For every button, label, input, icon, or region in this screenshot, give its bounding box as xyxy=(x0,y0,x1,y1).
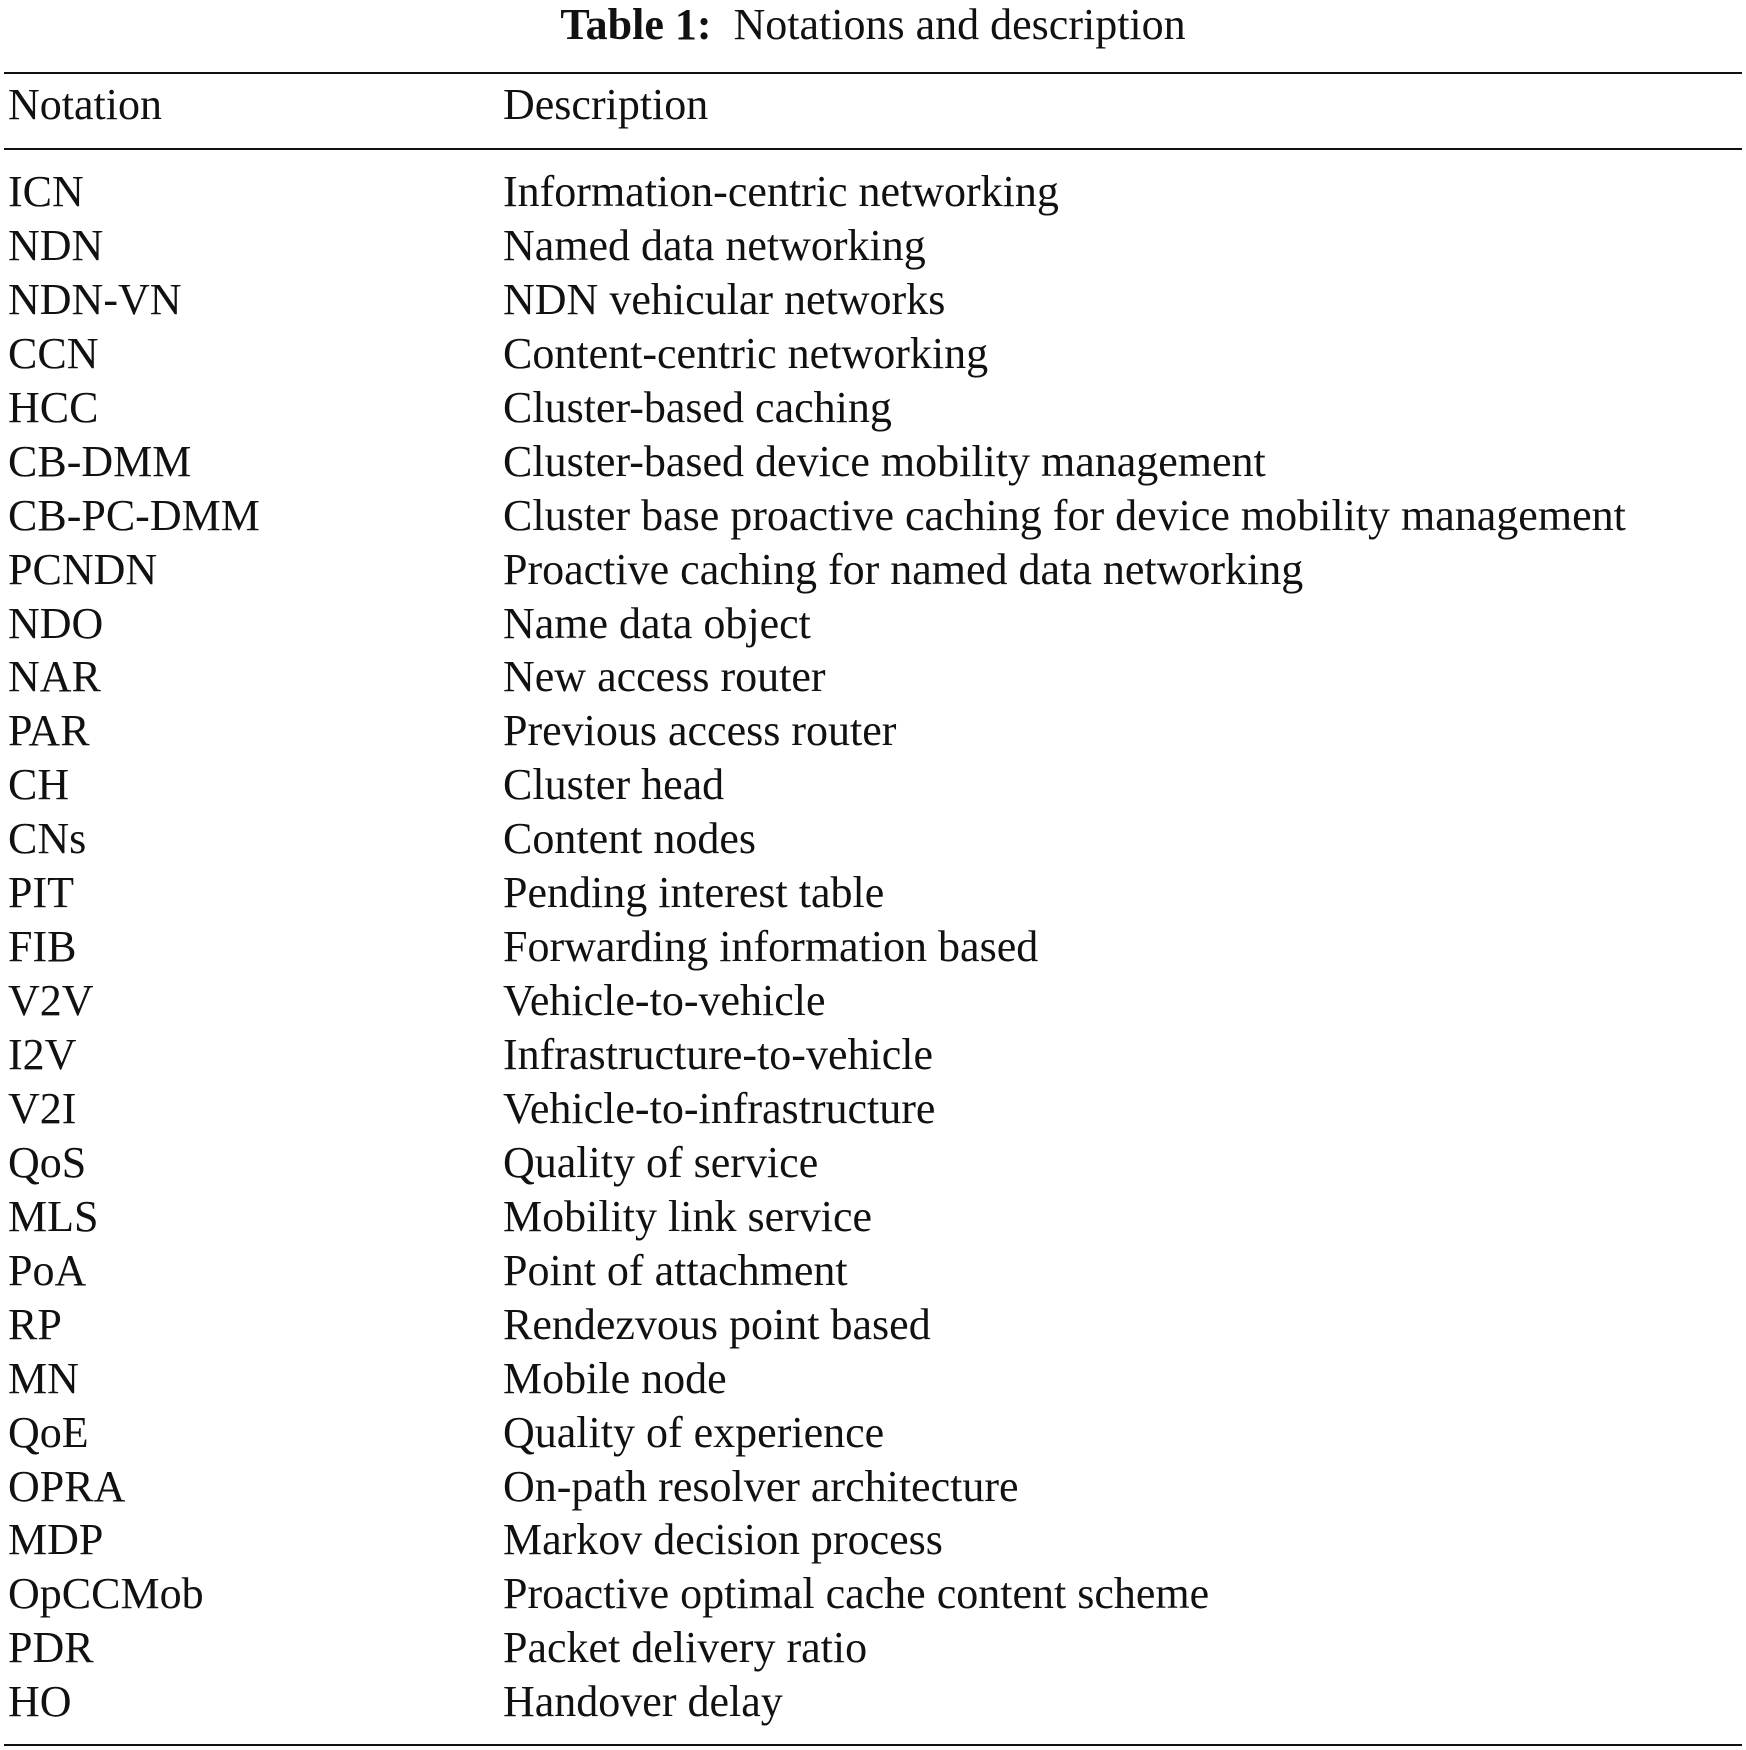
cell-description: Cluster-based device mobility management xyxy=(503,436,1266,486)
table-row xyxy=(0,866,1746,920)
cell-description: Named data networking xyxy=(503,220,926,270)
cell-notation: CB-DMM xyxy=(8,436,192,486)
table-row xyxy=(0,1298,1746,1352)
cell-description: On-path resolver architecture xyxy=(503,1461,1019,1511)
cell-notation: PDR xyxy=(8,1623,94,1673)
cell-description: Packet delivery ratio xyxy=(503,1623,868,1673)
cell-description: Content nodes xyxy=(503,814,756,864)
cell-description: Content-centric networking xyxy=(503,328,989,378)
table-row xyxy=(0,597,1746,651)
cell-notation: FIB xyxy=(8,922,77,972)
cell-notation: I2V xyxy=(8,1030,77,1079)
table-row xyxy=(0,1352,1746,1406)
cell-description: Vehicle-to-infrastructure xyxy=(503,1083,936,1133)
header-rule xyxy=(4,148,1742,150)
table-caption-text: Notations and description xyxy=(733,0,1186,49)
table-row xyxy=(0,381,1746,435)
cell-description: Cluster head xyxy=(503,760,725,810)
top-rule xyxy=(4,72,1742,74)
cell-description: Markov decision process xyxy=(503,1515,943,1565)
table-caption-label: Table 1: xyxy=(560,0,712,49)
cell-description: Rendezvous point based xyxy=(503,1299,931,1349)
table-row xyxy=(0,1190,1746,1244)
cell-notation: ICN xyxy=(8,167,84,216)
table-row xyxy=(0,1460,1746,1514)
cell-description: Mobile node xyxy=(503,1353,727,1403)
cell-description: Cluster base proactive caching for device mobility management xyxy=(503,490,1626,540)
cell-description: Information-centric networking xyxy=(503,167,1059,216)
table-row xyxy=(0,1136,1746,1190)
cell-notation: PCNDN xyxy=(8,544,158,594)
table-row xyxy=(0,1028,1746,1082)
table-row xyxy=(0,1513,1746,1567)
cell-description: Forwarding information based xyxy=(503,922,1039,972)
cell-notation: NAR xyxy=(8,652,101,702)
table-row xyxy=(0,920,1746,974)
cell-notation: MN xyxy=(8,1353,79,1403)
cell-description: Quality of experience xyxy=(503,1407,885,1457)
table-caption xyxy=(0,0,1746,50)
cell-notation: RP xyxy=(8,1299,62,1349)
cell-description: NDN vehicular networks xyxy=(503,274,946,324)
table-row xyxy=(0,273,1746,327)
header-notation: Notation xyxy=(8,80,162,129)
cell-description: Point of attachment xyxy=(503,1245,848,1295)
cell-notation: OPRA xyxy=(8,1461,126,1511)
table-row xyxy=(0,1406,1746,1460)
cell-description: Previous access router xyxy=(503,706,897,756)
table-row xyxy=(0,435,1746,489)
table-header-row xyxy=(0,78,1746,132)
cell-notation: PIT xyxy=(8,868,74,918)
cell-description: Infrastructure-to-vehicle xyxy=(503,1030,933,1079)
table-row xyxy=(0,327,1746,381)
table-body xyxy=(0,165,1746,1729)
cell-notation: HO xyxy=(8,1677,72,1727)
cell-notation: NDO xyxy=(8,598,104,648)
cell-description: Proactive optimal cache content scheme xyxy=(503,1569,1210,1619)
cell-notation: CCN xyxy=(8,328,99,378)
table-row xyxy=(0,1675,1746,1729)
cell-notation: QoS xyxy=(8,1137,87,1187)
table-row xyxy=(0,165,1746,219)
cell-notation: NDN-VN xyxy=(8,274,182,324)
table-row xyxy=(0,758,1746,812)
cell-notation: HCC xyxy=(8,382,99,432)
cell-notation: CH xyxy=(8,760,70,810)
cell-notation: V2I xyxy=(8,1083,77,1133)
table-row xyxy=(0,974,1746,1028)
cell-description: Mobility link service xyxy=(503,1191,873,1241)
cell-description: Name data object xyxy=(503,598,811,648)
table-row xyxy=(0,704,1746,758)
cell-description: Proactive caching for named data networking xyxy=(503,544,1304,594)
header-description: Description xyxy=(503,80,709,129)
cell-notation: CNs xyxy=(8,814,87,864)
cell-notation: QoE xyxy=(8,1407,89,1457)
table-row xyxy=(0,1621,1746,1675)
cell-notation: V2V xyxy=(8,976,94,1026)
table-row xyxy=(0,543,1746,597)
table-row xyxy=(0,650,1746,704)
bottom-rule xyxy=(4,1744,1742,1746)
table-row xyxy=(0,812,1746,866)
table-row xyxy=(0,1082,1746,1136)
table-row xyxy=(0,1567,1746,1621)
table-row xyxy=(0,1244,1746,1298)
cell-description: Cluster-based caching xyxy=(503,382,892,432)
cell-description: Vehicle-to-vehicle xyxy=(503,976,826,1026)
cell-notation: NDN xyxy=(8,220,104,270)
table-row xyxy=(0,489,1746,543)
cell-notation: MLS xyxy=(8,1191,99,1241)
cell-notation: MDP xyxy=(8,1515,104,1565)
cell-notation: PoA xyxy=(8,1245,87,1295)
cell-description: Quality of service xyxy=(503,1137,819,1187)
cell-notation: PAR xyxy=(8,706,90,756)
table-row xyxy=(0,219,1746,273)
cell-notation: CB-PC-DMM xyxy=(8,490,260,540)
cell-description: Handover delay xyxy=(503,1677,783,1727)
cell-description: Pending interest table xyxy=(503,868,885,918)
cell-notation: OpCCMob xyxy=(8,1569,204,1619)
cell-description: New access router xyxy=(503,652,826,702)
